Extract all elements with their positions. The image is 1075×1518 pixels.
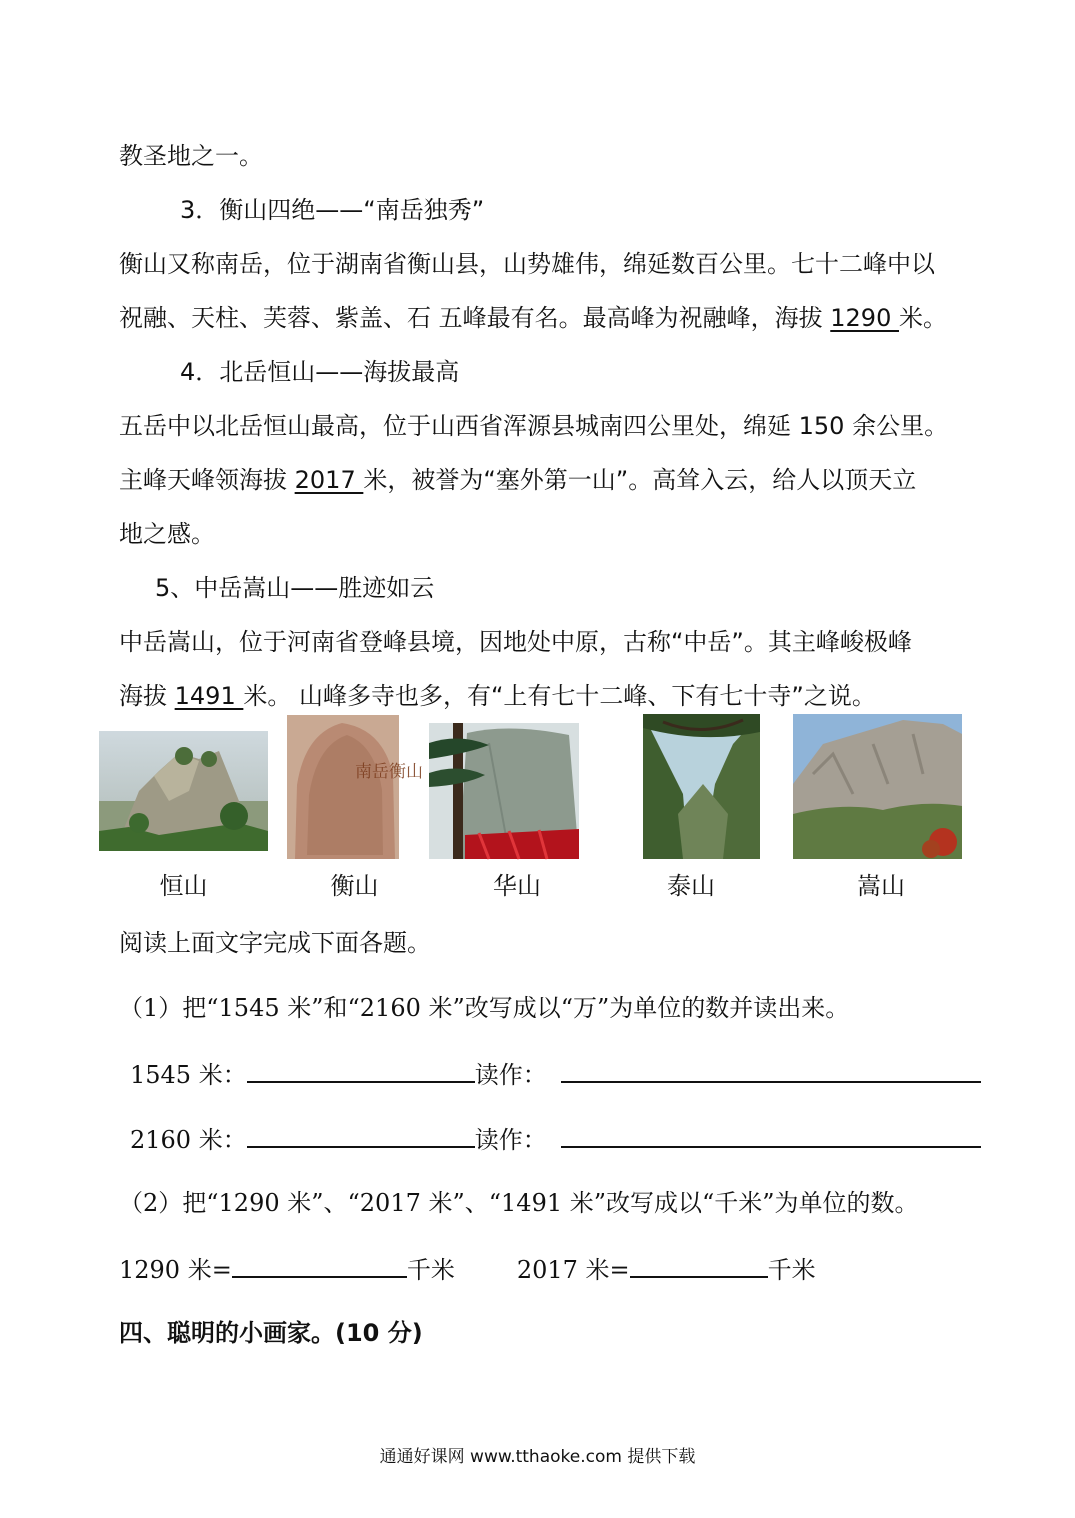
answer-blank[interactable]	[561, 1122, 981, 1148]
read-as-label: 读作：	[474, 1061, 547, 1089]
answer-blank[interactable]	[232, 1252, 407, 1278]
question-1: （1）把“1545 米”和“2160 米”改写成以“万”为单位的数并读出来。	[119, 994, 850, 1022]
paragraph-line: 地之感。	[119, 520, 215, 548]
height-value-1290: 1290	[830, 304, 899, 332]
answer-blank[interactable]	[561, 1057, 981, 1083]
rock-inscription-text: 南岳衡山	[355, 762, 423, 782]
answer-label: 2160 米：	[130, 1126, 247, 1154]
paragraph-line: 五岳中以北岳恒山最高，位于山西省浑源县城南四公里处，绵延 150 余公里。	[119, 412, 949, 440]
taishan-photo	[643, 714, 760, 859]
unit-label: 千米	[767, 1256, 816, 1284]
photo-caption: 华山	[493, 872, 541, 900]
paragraph-line: 中岳嵩山，位于河南省登峰县境，因地处中原，古称“中岳”。其主峰峻极峰	[119, 628, 912, 656]
paragraph-line: 衡山又称南岳，位于湖南省衡山县，山势雄伟，绵延数百公里。七十二峰中以	[119, 250, 935, 278]
paragraph-line	[119, 680, 876, 712]
rock-inscription	[355, 762, 423, 782]
photo-caption: 恒山	[159, 872, 208, 900]
hengshan-north-photo	[99, 731, 268, 851]
answer-blank[interactable]	[630, 1252, 768, 1278]
hengshan-south-rock-photo	[287, 715, 423, 859]
answer-label: 1290 米=	[119, 1256, 232, 1284]
unit-label: 千米	[406, 1256, 455, 1284]
section-4-heading: 四、聪明的小画家。(10 分)	[119, 1319, 423, 1347]
answer-row	[119, 1252, 816, 1286]
songshan-photo	[793, 714, 962, 859]
answer-row	[130, 1122, 981, 1156]
photo-caption: 嵩山	[857, 872, 905, 900]
question-2: （2）把“1290 米”、“2017 米”、“1491 米”改写成以“千米”为单位的数。	[119, 1189, 919, 1217]
footer-credit: 通通好课网 www.tthaoke.com 提供下载	[379, 1447, 696, 1467]
answer-blank[interactable]	[247, 1057, 475, 1083]
text-segment: 祝融、天柱、芙蓉、紫盖、石 五峰最有名。最高峰为祝融峰，海拔	[119, 304, 831, 332]
paragraph-line: 教圣地之一。	[119, 142, 263, 170]
height-value-1491: 1491	[174, 682, 244, 710]
section-heading-hengshan: 3．衡山四绝——“南岳独秀”	[180, 196, 485, 224]
answer-row	[130, 1057, 981, 1091]
photo-caption: 衡山	[330, 872, 379, 900]
read-as-label: 读作：	[474, 1126, 547, 1154]
photo-caption: 泰山	[667, 872, 715, 900]
paragraph-line	[119, 302, 947, 334]
huashan-photo	[429, 723, 579, 859]
text-segment: 米。	[898, 304, 947, 332]
text-segment: 主峰天峰领海拔	[119, 466, 295, 494]
height-value-2017: 2017	[294, 466, 364, 494]
answer-blank[interactable]	[247, 1122, 475, 1148]
section-heading-hengshan-north: 4．北岳恒山——海拔最高	[180, 358, 460, 386]
text-segment: 海拔	[119, 682, 175, 710]
paragraph-line	[119, 464, 916, 496]
answer-label: 2017 米=	[516, 1256, 630, 1284]
text-segment: 米。 山峰多寺也多，有“上有七十二峰、下有七十寺”之说。	[243, 682, 876, 710]
answer-label: 1545 米：	[130, 1061, 247, 1089]
section-heading-songshan: 5、中岳嵩山——胜迹如云	[155, 574, 435, 602]
questions-intro: 阅读上面文字完成下面各题。	[119, 929, 431, 957]
text-segment: 米，被誉为“塞外第一山”。高耸入云，给人以顶天立	[363, 466, 917, 494]
